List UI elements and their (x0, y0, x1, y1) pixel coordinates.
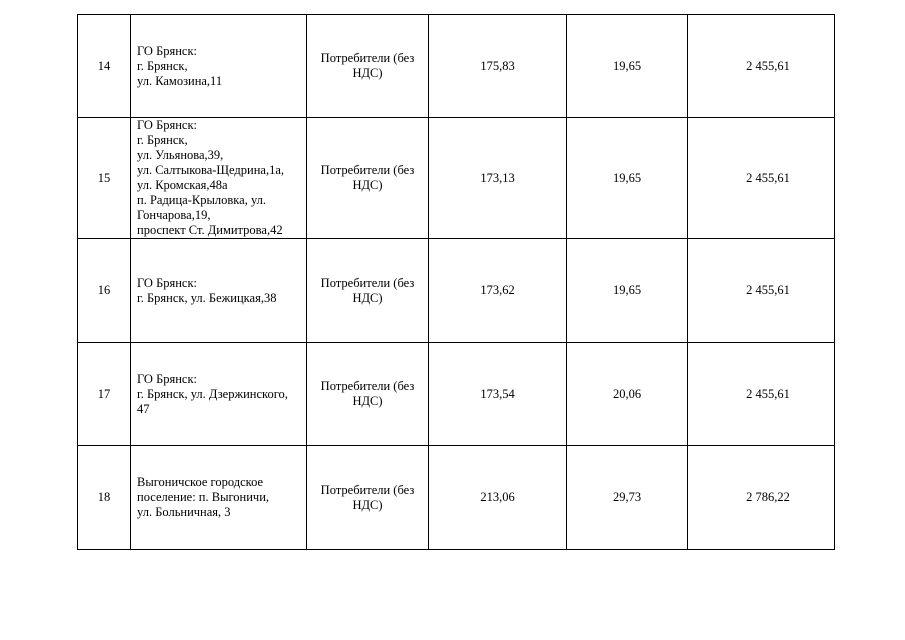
value-cell-3: 2 786,22 (688, 446, 835, 550)
consumers-cell: Потребители (без НДС) (307, 343, 429, 446)
row-number: 14 (78, 15, 131, 118)
value-cell-3: 2 455,61 (688, 343, 835, 446)
address-cell: Выгоничское городское поселение: п. Выгоничи, ул. Больничная, 3 (131, 446, 307, 550)
value-cell-2: 19,65 (567, 15, 688, 118)
value-cell-2: 19,65 (567, 118, 688, 239)
value-cell-1: 173,54 (429, 343, 567, 446)
row-number: 16 (78, 239, 131, 343)
row-number: 15 (78, 118, 131, 239)
consumers-cell: Потребители (без НДС) (307, 446, 429, 550)
table-row (78, 15, 835, 118)
consumers-cell: Потребители (без НДС) (307, 15, 429, 118)
address-cell: ГО Брянск: г. Брянск, ул. Камозина,11 (131, 15, 307, 118)
consumers-cell: Потребители (без НДС) (307, 118, 429, 239)
value-cell-1: 213,06 (429, 446, 567, 550)
consumers-cell: Потребители (без НДС) (307, 239, 429, 343)
address-cell: ГО Брянск: г. Брянск, ул. Бежицкая,38 (131, 239, 307, 343)
table-row (78, 343, 835, 446)
address-cell: ГО Брянск: г. Брянск, ул. Ульянова,39, ул. Салтыкова-Щедрина,1а, ул. Кромская,48а п. Радица-Крыловка, ул. Гончарова,19, проспект Ст. Димитрова,42 (131, 118, 307, 239)
table-row (78, 446, 835, 550)
value-cell-3: 2 455,61 (688, 15, 835, 118)
value-cell-2: 20,06 (567, 343, 688, 446)
value-cell-2: 19,65 (567, 239, 688, 343)
value-cell-3: 2 455,61 (688, 118, 835, 239)
value-cell-2: 29,73 (567, 446, 688, 550)
address-cell: ГО Брянск: г. Брянск, ул. Дзержинского, 47 (131, 343, 307, 446)
row-number: 18 (78, 446, 131, 550)
value-cell-1: 173,62 (429, 239, 567, 343)
table-row (78, 239, 835, 343)
tariff-table (77, 14, 835, 550)
row-number: 17 (78, 343, 131, 446)
value-cell-3: 2 455,61 (688, 239, 835, 343)
value-cell-1: 173,13 (429, 118, 567, 239)
table-row (78, 118, 835, 239)
value-cell-1: 175,83 (429, 15, 567, 118)
